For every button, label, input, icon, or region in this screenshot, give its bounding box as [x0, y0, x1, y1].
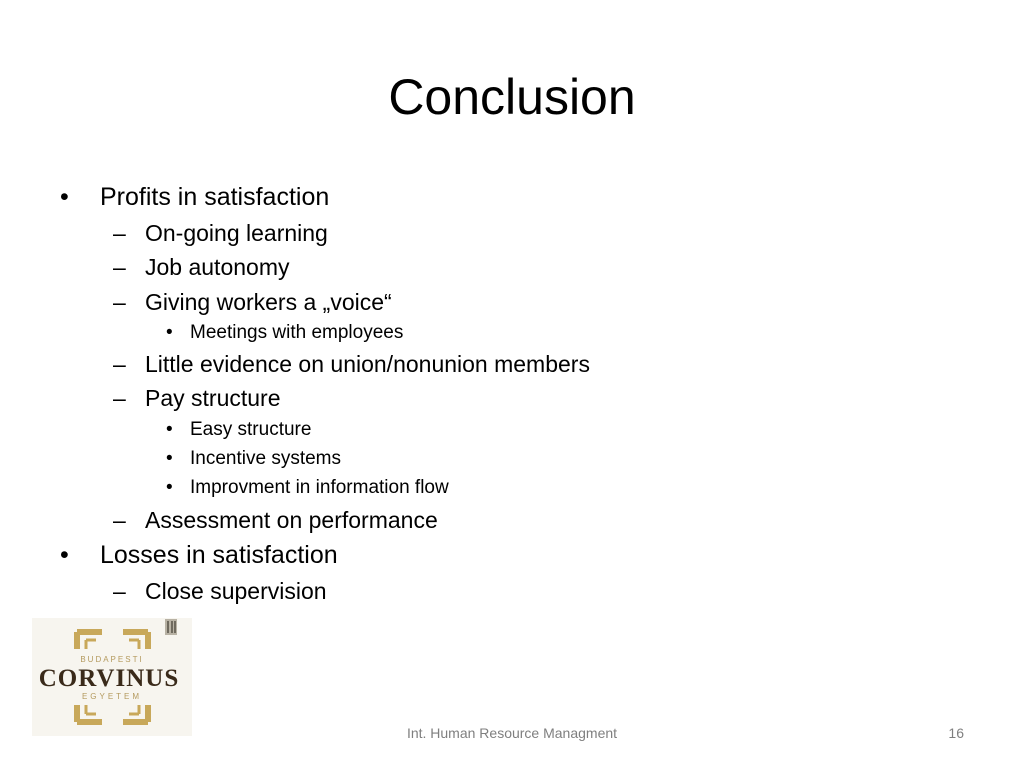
- bullet-marker: •: [166, 448, 173, 469]
- bullet-text: Profits in satisfaction: [100, 183, 330, 211]
- bullet-text: Improvment in information flow: [190, 477, 449, 498]
- bullet-text: On-going learning: [145, 220, 328, 246]
- slide-title: Conclusion: [388, 69, 636, 125]
- corvinus-logo-graphic: [32, 618, 192, 736]
- crest-icon: [165, 619, 177, 635]
- bullet-text: Job autonomy: [145, 254, 290, 280]
- bullet-marker: –: [113, 385, 126, 411]
- bullet-marker: •: [60, 183, 69, 211]
- logo-main-text: CORVINUS: [38, 665, 180, 692]
- bullet-text: Giving workers a „voice“: [145, 289, 392, 315]
- bullet-text: Incentive systems: [190, 448, 341, 469]
- logo-bottom-text: EGYETEM: [81, 692, 143, 701]
- bullet-text: Easy structure: [190, 419, 312, 440]
- bullet-marker: •: [166, 419, 173, 440]
- bullet-text: Assessment on performance: [145, 507, 438, 533]
- bullet-marker: –: [113, 507, 126, 533]
- footer-text: Int. Human Resource Managment: [406, 725, 618, 741]
- bullet-marker: •: [60, 541, 69, 569]
- corvinus-logo: [32, 618, 192, 736]
- bullet-marker: –: [113, 289, 126, 315]
- bullet-marker: –: [113, 351, 126, 377]
- bullet-marker: •: [166, 477, 173, 498]
- bullet-text: Pay structure: [145, 385, 281, 411]
- bullet-marker: –: [113, 578, 126, 604]
- bullet-marker: –: [113, 220, 126, 246]
- bullet-marker: –: [113, 254, 126, 280]
- logo-top-text: BUDAPESTI: [80, 655, 144, 664]
- bullet-text: Losses in satisfaction: [100, 541, 338, 569]
- bullet-marker: •: [166, 322, 173, 343]
- bullet-text: Close supervision: [145, 578, 327, 604]
- page-number: 16: [948, 725, 964, 741]
- bullet-text: Meetings with employees: [190, 322, 404, 343]
- bullet-text: Little evidence on union/nonunion members: [145, 351, 590, 377]
